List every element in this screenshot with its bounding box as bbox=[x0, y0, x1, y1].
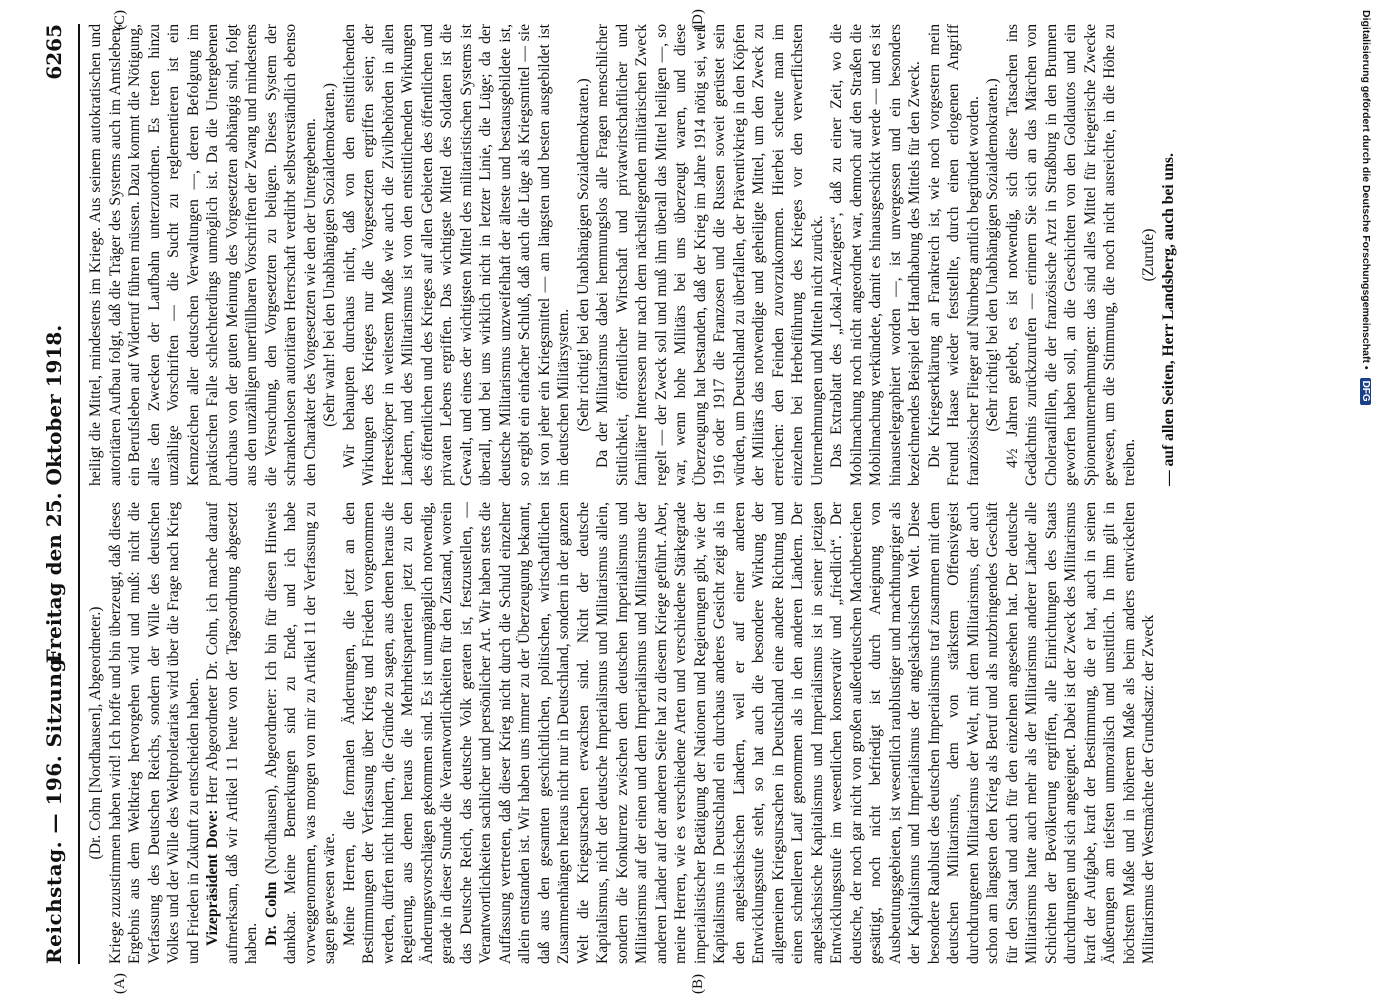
header-session: Reichstag. — 196. Sitzung. bbox=[42, 650, 66, 964]
left-column bbox=[86, 502, 1281, 964]
paragraph: Meine Herren, die formalen Änderungen, die jetzt an den Bestimmungen der Verfassung über Krieg und Frieden vorgenommen werden, dürfen nicht hindern, die Gründe zu sagen, aus denen heraus die Regierung, aus denen heraus die Mehrheitsparteien jetzt zu den Änderungsvorschlägen gekommen sind. Es ist unumgänglich notwendig, gerade in dieser Stunde die Verantwortlichkeiten für den Zustand, worein das Deutsche Reich, das deutsche Volk geraten ist, festzustellen, — Verantwortlichkeiten sachlicher und persönlicher Art. Wir haben stets die Auffassung vertreten, daß dieser Krieg nicht durch die Schuld einzelner allein entstanden ist. Wir haben uns immer zu der Überzeugung bekannt, daß aus den gesamten geschichtlichen, politischen, wirtschaftlichen Zusammenhängen heraus nicht nur in Deutschland, sondern in der ganzen Welt die Kriegsursachen erwachsen sind. Nicht der deutsche Kapitalismus, nicht der deutsche Imperialismus und Militarismus allein, sondern die Konkurrenz zwischen dem deutschen Imperialismus und Militarismus auf der einen und dem Imperialismus und Militarismus der anderen Länder auf der anderen Seite hat zu diesem Kriege geführt. Aber, meine Herren, wie es verschiedene Arten und verschiedene Stärkegrade imperialistischer Betätigung der Nationen und Regierungen gibt, wie der Kapitalismus in Deutschland ein durchaus anderes Gesicht zeigt als in den angelsächsischen Ländern, weil er auf einer anderen Entwicklungsstufe steht, so hat auch die besondere Wirkung der allgemeinen Kriegsursachen in Deutschland eine andere Richtung und einen schnelleren Lauf genommen als in den anderen Ländern. Der angelsächsische Kapitalismus und Imperialismus ist in seiner jetzigen Entwicklungsstufe im wesentlichen konservativ und „friedlich“. Der deutsche, der noch gar nicht von großen außerdeutschen Machtbereichen gesättigt, noch nicht befriedigt ist durch Aneignung von Ausbeutungsgebieten, ist wesentlich raublustiger und machthungriger als der Kapitalismus und Imperialismus der angelsächsischen Welt. Diese besondere Raublust des deutschen Imperialismus traf zusammen mit dem deutschen Militarismus, dem von stärkstem Offensivgeist durchdrungenen Militarismus der Welt, mit dem Militarismus, der auch schon am längsten den Krieg als Beruf und als nutzbringendes Geschäft für den Staat und auch für den einzelnen angesehen hat. Der deutsche Militarismus hatte auch mehr als der Militarismus anderer Länder alle Schichten der Bevölkerung ergriffen, alle Einrichtungen des Staats durchdrungen und sich angeeignet. Dabei ist der Zweck des Militarismus kraft der Aufgabe, kraft der Bestimmung, die er hat, auch in seinen Äußerungen am tiefsten unmoralisch und unsittlich. In ihm gilt in höchstem Maße und in höherem Maße als beim anders entwickelten Militarismus der Westmächte der Grundsatz: der Zweck bbox=[340, 502, 1157, 964]
paragraph: Die Kriegserklärung an Frankreich ist, wie noch vorgestern mein Freund Haase wieder feststellte, durch einen erlogenen Angriff französischer Flieger auf Nürnberg amtlich begründet worden. bbox=[925, 24, 982, 486]
header-page-number: 6265 bbox=[42, 24, 66, 80]
interjection: (Sehr richtig! bei den Unabhängigen Sozialdemokraten.) bbox=[574, 78, 592, 432]
dfg-logo: DFG bbox=[1360, 378, 1371, 405]
vice-president-remark bbox=[203, 502, 262, 964]
paragraph: — auf allen Seiten, Herr Landsberg, auch bei uns. bbox=[1159, 153, 1177, 486]
footer-text-wrapper bbox=[1342, 10, 1372, 990]
speech-text: Herr Abgeordneter Dr. Cohn, ich mache darauf aufmerksam, daß wir Artikel 11 heute von der Tagesordnung abgesetzt haben. bbox=[204, 502, 260, 964]
cohn-remark bbox=[262, 502, 340, 964]
interjection: (Sehr wahr! bei den Unabhängigen Sozialdemokraten.) bbox=[321, 83, 338, 427]
paragraph: 4½ Jahren gelebt, es ist notwendig, sich diese Tatsachen ins Gedächtnis zurückzurufen — erinnern Sie sich an das Märchen von Choleraalfillen, die der französische Arzt in Straßburg in den Brunnen geworfen haben soll, an die Geschichten von den Goldautos und ein Spionenunternehmungen: das sind alles Mittel für kriegerische Zwecke gewesen, um die Stimmung, die noch nicht ausreichte, in die Höhe zu treiben. bbox=[1003, 24, 1138, 486]
header-rule bbox=[78, 24, 80, 964]
footer-credit: Digitalisierung gefördert durch die Deutsche Forschungsgemeinschaft • bbox=[1360, 10, 1372, 370]
speaker-name: Vizepräsident Dove: bbox=[204, 809, 221, 946]
interjection: (Zurufe) bbox=[1140, 228, 1157, 282]
paragraph: heiligt die Mittel, mindestens im Kriege. Aus seinem autokratischen und autoritären Aufbau folgt, daß die Träger des Systems auch im Amtsleben, ein Berufsleben auf Widerruf führen müssen. Dazu kommt die Nötigung, alles den Zwecken der Laufbahn unterzuordnen. Es treten hinzu unzählige Vorschriften — die Sucht zu reglementieren ist ein Kennzeichen aller deutschen Verwaltungen —, deren Befolgung im praktischen Falle schlechterdings unmöglich ist. Da die Untergebenen durchaus von der guten Meinung des Vorgesetzten abhängig sind, folgt aus den unzähligen unerfüllbaren Vorschriften der Zwang und mindestens die Versuchung, den Vorgesetzten zu belügen. Dieses System der schrankenlosen autoritären Herrschaft verdirbt selbstverständlich ebenso den Charakter des Vorgesetzten wie den der Untergebenen. bbox=[87, 24, 319, 486]
page-header bbox=[40, 24, 80, 964]
margin-d: (D) bbox=[690, 9, 706, 30]
speaker-name: Dr. Cohn bbox=[262, 881, 280, 946]
digitization-footer bbox=[1346, 10, 1376, 990]
margin-a: (A) bbox=[112, 973, 128, 994]
paragraph: Kriege zuzustimmen haben wird! Ich hoffe und bin überzeugt, daß dieses Ergebnis aus dem Weltkrieg hervorgehen wird und muß: nicht die Verfassung des Deutschen Reichs, sondern der Wille des deutschen Volkes und der Wille des Weltproletariats wird über die Frage nach Krieg und Frieden in Zukunft zu entscheiden haben. bbox=[106, 502, 202, 964]
header-date: Freitag den 25. Oktober 1918. bbox=[42, 324, 66, 664]
interjection: (Sehr richtig! bei den Unabhängigen Sozialdemokraten.) bbox=[984, 78, 1001, 432]
paragraph: Wir behaupten durchaus nicht, daß von den entsittlichenden Wirkungen des Krieges nur die Vorgesetzten ergriffen seien; der Heereskörper in weitestem Maße wie auch die Zivilbehörden in allen Ländern, und des Militarismus ist von den entsittlichenden Wirkungen des öffentlichen und des Krieges auf allen Gebieten des öffentlichen und privaten Lebens ergriffen. Das wichtigste Mittel des Soldaten ist die Gewalt, und eines der wichtigsten Mittel des militaristischen Systems ist überall, und bei uns wirklich nicht in letzter Linie, die Lüge; da der deutsche Militarismus unzweifelhaft der älteste und bestausgebildete ist, so ergibt ein einfacher Schluß, daß auch die Lüge als Kriegsmittel — sie ist von jeher ein Kriegsmittel — am längsten und besten ausgebildet ist im deutschen Militärsystem. bbox=[340, 24, 572, 486]
paragraph: Das Extrablatt des „Lokal-Anzeigers“, daß zu einer Zeit, wo die Mobilmachung noch nicht angeordnet war, dennoch auf den Straßen die Mobilmachung verkündete, damit es hinausgeschickt werde — und es ist hinaustelegraphiert worden —, ist unvergessen und ein besonders bezeichnendes Beispiel der Handhabung des Mittels für den Zweck. bbox=[828, 24, 923, 486]
paragraph: Da der Militarismus dabei hemmungslos alle Fragen menschlicher Sittlichkeit, öffentlicher Wirtschaft und privatwirtschaftlicher und familiärer Interessen nur nach dem nächstliegenden militärischen Zweck regelt — der Zweck soll und muß ihm überall das Mittel heiligen —, so war, wenn hohe Militärs bei uns überzeugt waren, und diese Überzeugung hat bestanden, daß der Krieg im Jahre 1914 nötig sei, weil 1916 oder 1917 die Franzosen und die Russen soweit gerüstet sein würden, um Deutschland zu überfallen, der Präventivkrieg in den Köpfen der Militärs das notwendige und geheiligte Mittel, um den Zweck zu erreichen: den Feinden zuvorzukommen. Hierbei scheute man im einzelnen bei Herbeiführung des Krieges vor den verwerflichsten Unternehmungen und Mitteln nicht zurück. bbox=[594, 24, 826, 486]
margin-c: (C) bbox=[112, 10, 128, 30]
speech-text: (Nordhausen), Abgeordneter: Ich bin für diesen Hinweis dankbar. Meine Bemerkungen sind zu Ende, und ich habe vorweggenommen, was morgen von mir zu Artikel 11 der Verfassung zu sagen gewesen wäre. bbox=[262, 502, 338, 964]
margin-b: (B) bbox=[690, 974, 706, 994]
speaker-tag: (Dr. Cohn [Nordhausen], Abgeordneter.) bbox=[87, 606, 104, 860]
right-column bbox=[86, 24, 1281, 486]
